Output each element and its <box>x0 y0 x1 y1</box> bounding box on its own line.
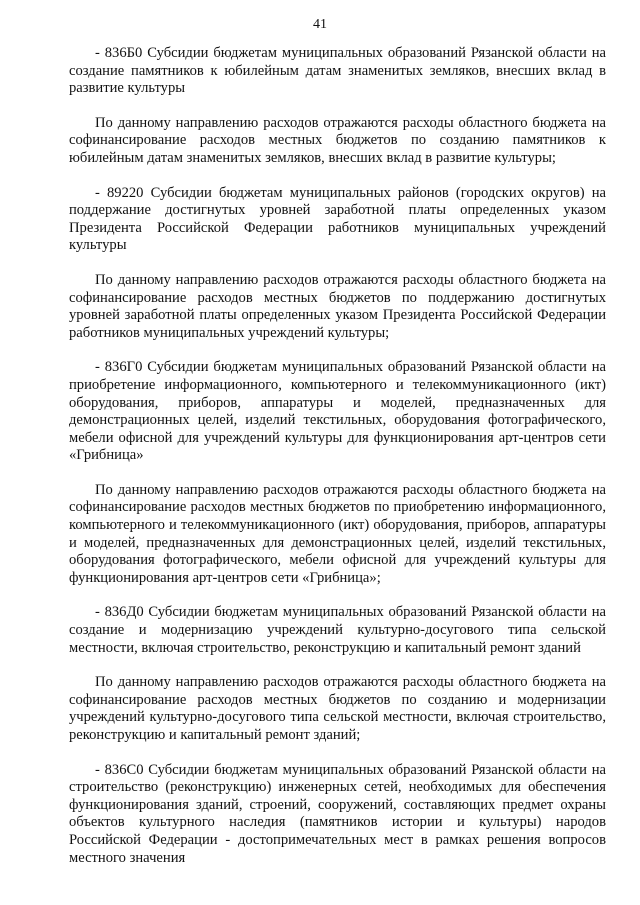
document-body <box>69 45 606 884</box>
paragraph-subsidy-836g0: - 836Г0 Субсидии бюджетам муниципальных образований Рязанской области на приобретение информационного, компьютерного и телекоммуникационного (икт) оборудования, приборов, аппаратуры и моделей, предназначенных для демонстрационных целей, изделий текстильных, оборудования фотографического, мебели офисной для учреждений культуры для функционирования арт-центров сети «Грибница» <box>69 359 606 464</box>
paragraph-description-836b0: По данному направлению расходов отражаются расходы областного бюджета на софинансирование расходов местных бюджетов по созданию памятников к юбилейным датам знаменитых земляков, внесших вклад в развитие культуры; <box>69 114 606 166</box>
paragraph-description-836g0: По данному направлению расходов отражаются расходы областного бюджета на софинансирование расходов местных бюджетов по приобретению информационного, компьютерного и телекоммуникационного (икт) оборудования, приборов, аппаратуры и моделей, предназначенных для демонстрационных целей, изделий текстильных, оборудования фотографического, мебели офисной для учреждений культуры для функционирования арт-центров сети «Грибница»; <box>69 481 606 586</box>
page-number: 41 <box>313 17 327 32</box>
paragraph-subsidy-89220: - 89220 Субсидии бюджетам муниципальных районов (городских округов) на поддержание достигнутых уровней заработной платы определенных указом Президента Российской Федерации работников муниципальных учреждений культуры <box>69 184 606 254</box>
paragraph-subsidy-836d0: - 836Д0 Субсидии бюджетам муниципальных образований Рязанской области на создание и модернизацию учреждений культурно-досугового типа сельской местности, включая строительство, реконструкцию и капитальный ремонт зданий <box>69 604 606 656</box>
paragraph-description-836d0: По данному направлению расходов отражаются расходы областного бюджета на софинансирование расходов местных бюджетов по созданию и модернизации учреждений культурно-досугового типа сельской местности, включая строительство, реконструкцию и капитальный ремонт зданий; <box>69 674 606 743</box>
paragraph-subsidy-836s0: - 836С0 Субсидии бюджетам муниципальных образований Рязанской области на строительство (реконструкцию) инженерных сетей, необходимых для обеспечения функционирования зданий, строений, сооружений, составляющих предмет охраны объектов культурного наследия (памятников истории и культуры) народов Российской Федерации - достопримечательных мест в рамках решения вопросов местного значения <box>69 761 606 866</box>
paragraph-description-89220: По данному направлению расходов отражаются расходы областного бюджета на софинансирование расходов местных бюджетов по поддержанию достигнутых уровней заработной платы определенных указом Президента Российской Федерации работников муниципальных учреждений культуры; <box>69 271 606 341</box>
paragraph-subsidy-836b0: - 836Б0 Субсидии бюджетам муниципальных образований Рязанской области на создание памятников к юбилейным датам знаменитых земляков, внесших вклад в развитие культуры <box>69 45 606 97</box>
